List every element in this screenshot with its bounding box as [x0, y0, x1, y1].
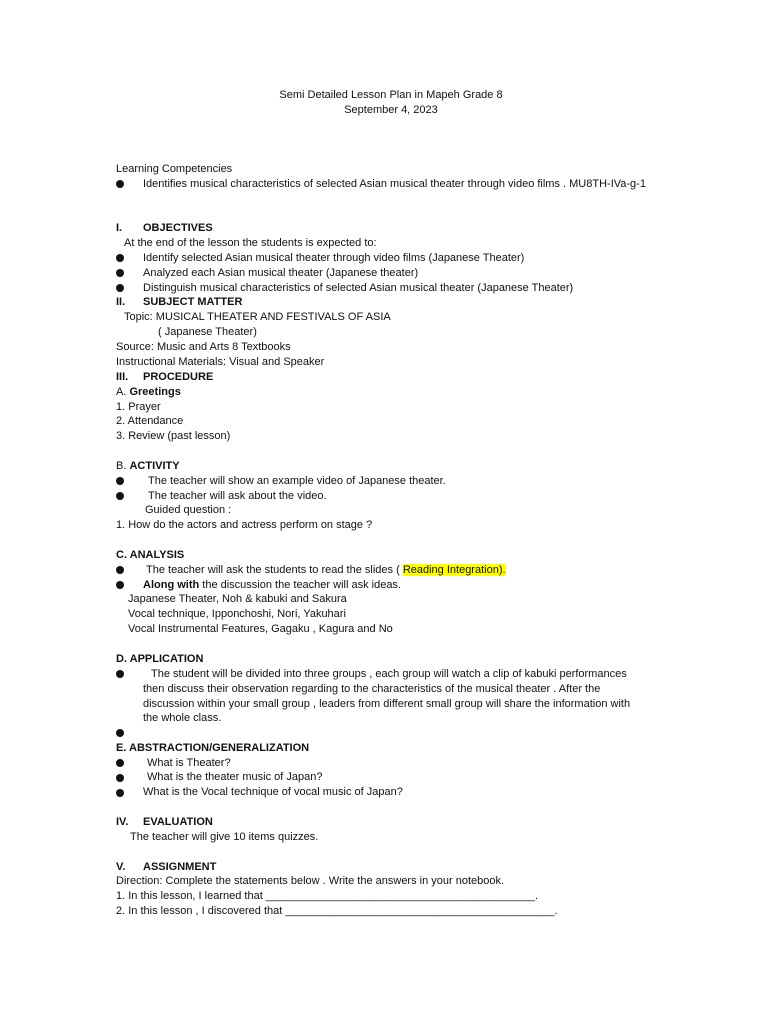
objective-item: Distinguish musical characteristics of selected Asian musical theater (Japanese Theater): [143, 282, 574, 294]
greetings-label: Greetings: [129, 386, 181, 398]
bullet-icon: [116, 670, 124, 678]
document-date: September 4, 2023: [344, 104, 438, 116]
assignment-heading: ASSIGNMENT: [143, 861, 217, 873]
bullet-icon: [116, 774, 124, 782]
objective-item: Analyzed each Asian musical theater (Japanese theater): [143, 267, 419, 279]
analysis-item-text: The teacher will ask the students to read the slides (: [146, 564, 403, 576]
guided-question: 1. How do the actors and actress perform on stage ?: [116, 519, 373, 531]
assignment-item: 2. In this lesson , I discovered that ____________________________________________.: [116, 905, 558, 917]
bullet-icon: [116, 492, 124, 500]
document-title: Semi Detailed Lesson Plan in Mapeh Grade 8: [279, 89, 503, 101]
analysis-item-text: the discussion the teacher will ask ideas.: [199, 579, 401, 591]
assignment-numeral: V.: [116, 861, 126, 873]
subject-matter-numeral: II.: [116, 296, 126, 308]
application-item-text: The student will be divided into three groups , each group will watch a clip of kabuki performances then discuss their observation regarding to the characteristics of the musical theater . After the discussion within your small group , leaders from different small group will share the information with the whole class.: [143, 668, 631, 725]
greetings-heading: [116, 385, 181, 400]
along-with-text: Along with: [143, 579, 200, 591]
application-heading: D. APPLICATION: [116, 653, 204, 665]
assignment-direction: Direction: Complete the statements below . Write the answers in your notebook.: [116, 875, 505, 887]
application-item: [143, 667, 643, 726]
analysis-item: [143, 578, 401, 593]
bullet-icon: [116, 254, 124, 262]
bullet-icon: [116, 477, 124, 485]
source-line: Source: Music and Arts 8 Textbooks: [116, 341, 291, 353]
greetings-item: 2. Attendance: [116, 415, 184, 427]
objectives-intro: At the end of the lesson the students is expected to:: [124, 237, 377, 249]
activity-item: The teacher will show an example video of Japanese theater.: [148, 475, 446, 487]
activity-item: The teacher will ask about the video.: [148, 490, 327, 502]
evaluation-heading: EVALUATION: [143, 816, 213, 828]
abstraction-heading: E. ABSTRACTION/GENERALIZATION: [116, 742, 310, 754]
bullet-icon: [116, 566, 124, 574]
subject-matter-heading: SUBJECT MATTER: [143, 296, 243, 308]
procedure-heading: PROCEDURE: [143, 371, 214, 383]
evaluation-numeral: IV.: [116, 816, 129, 828]
analysis-line: Vocal technique, Ipponchoshi, Nori, Yakuhari: [128, 608, 346, 620]
activity-label: ACTIVITY: [129, 460, 180, 472]
topic-line: Topic: MUSICAL THEATER AND FESTIVALS OF ASIA: [124, 311, 391, 323]
analysis-line: Vocal Instrumental Features, Gagaku , Kagura and No: [128, 623, 393, 635]
abstraction-item: What is the theater music of Japan?: [147, 771, 323, 783]
materials-line: Instructional Materials: Visual and Speaker: [116, 356, 325, 368]
bullet-icon: [116, 269, 124, 277]
assignment-item: 1. In this lesson, I learned that ____________________________________________.: [116, 890, 539, 902]
greetings-item: 1. Prayer: [116, 401, 161, 413]
objective-item: Identify selected Asian musical theater through video films (Japanese Theater): [143, 252, 525, 264]
greetings-letter: A.: [116, 386, 127, 398]
competency-item: Identifies musical characteristics of selected Asian musical theater through video films . MU8TH-IVa-g-1: [143, 178, 646, 190]
evaluation-text: The teacher will give 10 items quizzes.: [130, 831, 319, 843]
objectives-heading: OBJECTIVES: [143, 222, 213, 234]
abstraction-item: What is Theater?: [147, 757, 231, 769]
bullet-icon: [116, 284, 124, 292]
topic-sub-line: ( Japanese Theater): [158, 326, 257, 338]
bullet-icon: [116, 180, 124, 188]
bullet-icon: [116, 759, 124, 767]
activity-heading: [116, 459, 180, 474]
bullet-icon: [116, 581, 124, 589]
analysis-item: [146, 563, 506, 578]
procedure-numeral: III.: [116, 371, 129, 383]
bullet-icon: [116, 789, 124, 797]
reading-integration-highlight: Reading Integration).: [402, 564, 506, 576]
abstraction-item: What is the Vocal technique of vocal music of Japan?: [143, 786, 403, 798]
analysis-heading: C. ANALYSIS: [116, 549, 185, 561]
activity-letter: B.: [116, 460, 127, 472]
competencies-heading: Learning Competencies: [116, 163, 233, 175]
greetings-item: 3. Review (past lesson): [116, 430, 231, 442]
bullet-icon: [116, 729, 124, 737]
objectives-numeral: I.: [116, 222, 123, 234]
analysis-line: Japanese Theater, Noh & kabuki and Sakura: [128, 593, 347, 605]
guided-question-label: Guided question :: [145, 504, 232, 516]
